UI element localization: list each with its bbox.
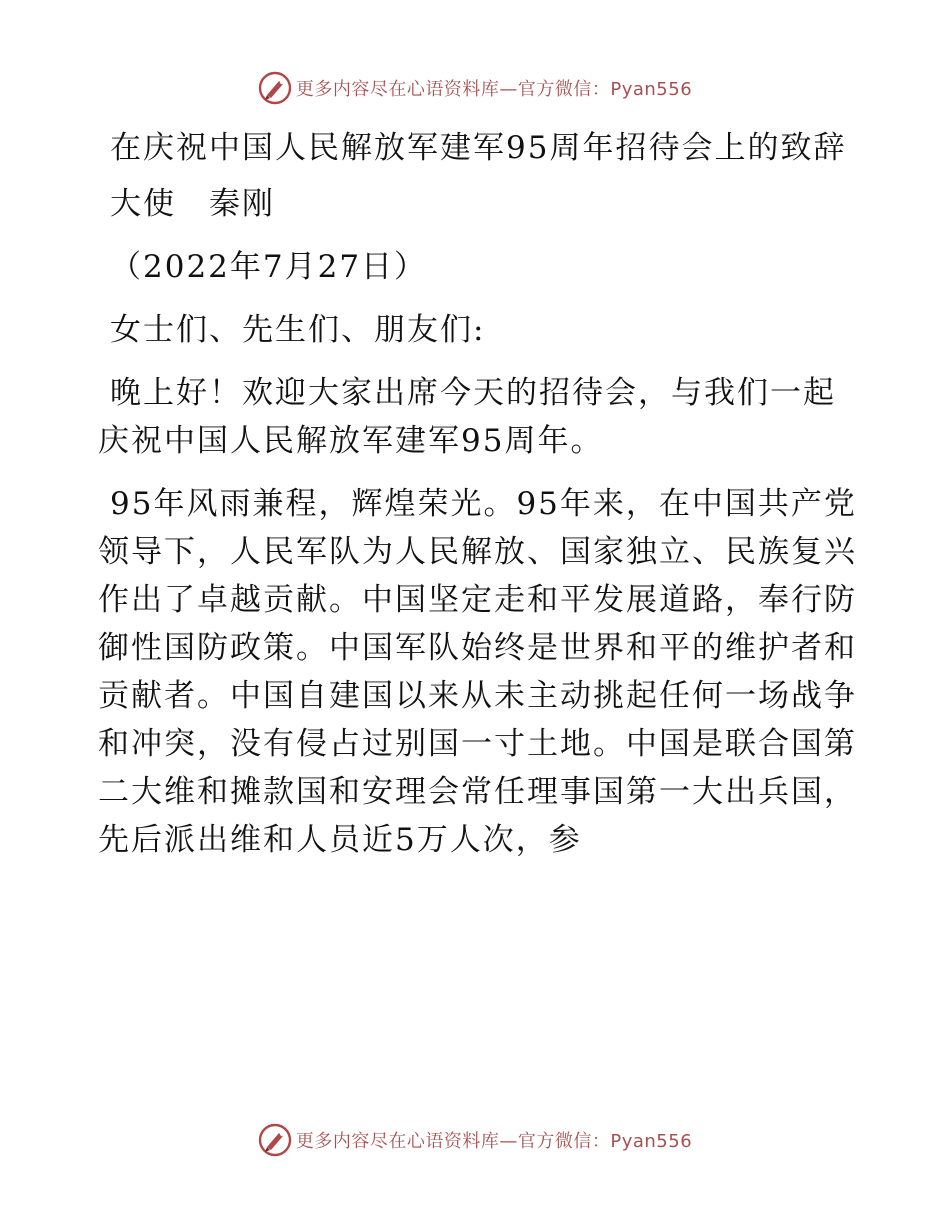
document-body	[98, 124, 858, 879]
document-title: 在庆祝中国人民解放军建军95周年招待会上的致辞	[110, 130, 847, 166]
watermark-header	[0, 70, 950, 106]
document-salutation: 女士们、先生们、朋友们:	[110, 312, 486, 348]
pen-logo-icon	[258, 71, 292, 105]
pen-logo-icon	[258, 1123, 292, 1157]
paragraph: 95年风雨兼程，辉煌荣光。95年来，在中国共产党领导下，人民军队为人民解放、国家独立、民族复兴作出了卓越贡献。中国坚定走和平发展道路，奉行防御性国防政策。中国军队始终是世界和平的维护者和贡献者。中国自建国以来从未主动挑起任何一场战争和冲突，没有侵占过别国一寸土地。中国是联合国第二大维和摊款国和安理会常任理事国第一大出兵国，先后派出维和人员近5万人次，参	[98, 486, 857, 858]
watermark-text: 更多内容尽在心语资料库—官方微信：Pyan556	[295, 1131, 693, 1152]
document-author: 大使 秦刚	[110, 186, 275, 222]
watermark-text: 更多内容尽在心语资料库—官方微信：Pyan556	[295, 79, 693, 100]
document-date: （2022年7月27日）	[110, 249, 428, 285]
watermark-footer	[0, 1122, 950, 1158]
paragraph: 晚上好！欢迎大家出席今天的招待会，与我们一起庆祝中国人民解放军建军95周年。	[98, 375, 836, 459]
